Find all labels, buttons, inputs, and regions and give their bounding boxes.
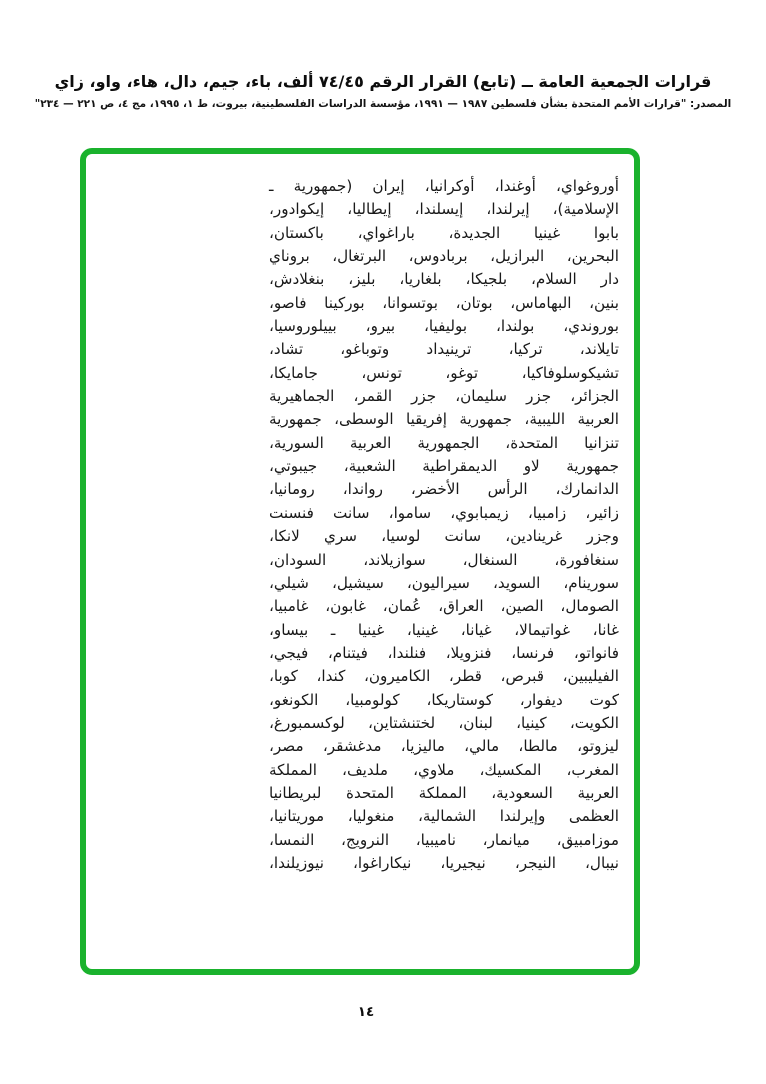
text-line: الصومال، الصين، العراق، عُمان، غابون، غامبيا، (269, 597, 619, 616)
text-line: تنزانيا المتحدة، الجمهورية العربية السورية، (269, 433, 619, 452)
text-line: ليزوتو، مالطا، مالي، ماليزيا، مدغشقر، مصر، (269, 737, 619, 756)
text-line: زائير، زامبيا، زيمبابوي، ساموا، سانت فنسنت (269, 503, 619, 522)
page-number: ١٤ (357, 1004, 375, 1020)
text-line: تايلاند، تركيا، ترينيداد وتوباغو، تشاد، (269, 340, 619, 359)
source-line: المصدر: "قرارات الأمم المتحدة بشأن فلسطين ١٩٨٧ — ١٩٩١، مؤسسة الدراسات الفلسطينية، بيروت، ط ١، ١٩٩٥، مج ٤، ص ٢٢١ — ٢٣٤" (34, 98, 732, 110)
text-line: المغرب، المكسيك، ملاوي، ملديف، المملكة (269, 760, 619, 779)
text-line: بنين، البهاماس، بوتان، بوتسوانا، بوركينا فاصو، (269, 293, 619, 312)
text-line: نيبال، النيجر، نيجيريا، نيكاراغوا، نيوزيلندا، (269, 853, 619, 872)
text-line: الدانمارك، الرأس الأخضر، رواندا، رومانيا، (269, 480, 619, 499)
text-line: سورينام، السويد، سيراليون، سيشيل، شيلي، (269, 573, 619, 592)
resolution-box (80, 148, 640, 975)
text-line: أوروغواي، أوغندا، أوكرانيا، إيران (جمهورية ـ (269, 177, 619, 195)
page-header (0, 72, 766, 110)
text-line: كوت ديفوار، كوستاريكا، كولومبيا، الكونغو، (269, 690, 619, 709)
text-line: الكويت، كينيا، لبنان، لختنشتاين، لوكسمبورغ، (269, 713, 619, 732)
text-line: دار السلام، بلجيكا، بلغاريا، بليز، بنغلادش، (269, 270, 619, 289)
page-title: قرارات الجمعية العامة ــ (تابع) القرار الرقم ٧٤/٤٥ ألف، باء، جيم، دال، هاء، واو، زاي (54, 72, 712, 91)
text-line: غانا، غواتيمالا، غيانا، غينيا، غينيا ـ بيساو، (269, 620, 619, 639)
text-line: وجزر غرينادين، سانت لوسيا، سري لانكا، (269, 527, 619, 546)
text-line: موزامبيق، ميانمار، ناميبيا، النرويج، النمسا، (269, 830, 619, 849)
text-line: البحرين، البرازيل، بربادوس، البرتغال، بروناي (269, 247, 619, 266)
country-list (269, 175, 619, 875)
text-line: بوروندي، بولندا، بوليفيا، بيرو، بييلوروسيا، (269, 317, 619, 336)
text-line: الجزائر، جزر سليمان، جزر القمر، الجماهيرية (269, 387, 619, 406)
text-line: بابوا غينيا الجديدة، باراغواي، باكستان، (269, 223, 619, 242)
text-line: الإسلامية)، إيرلندا، إيسلندا، إيطاليا، إيكوادور، (269, 200, 619, 219)
text-line: العربية الليبية، جمهورية إفريقيا الوسطى، جمهورية (269, 410, 619, 429)
text-line: الفيليبين، قبرص، قطر، الكاميرون، كندا، كوبا، (269, 667, 619, 686)
text-line: العربية السعودية، المملكة المتحدة لبريطانيا (269, 783, 619, 802)
text-line: العظمى وإيرلندا الشمالية، منغوليا، موريتانيا، (269, 807, 619, 826)
text-line: جمهورية لاو الديمقراطية الشعبية، جيبوتي، (269, 457, 619, 476)
text-line: فانواتو، فرنسا، فنزويلا، فنلندا، فيتنام، فيجي، (269, 643, 619, 662)
text-line: تشيكوسلوفاكيا، توغو، تونس، جامايكا، (269, 363, 619, 382)
text-line: سنغافورة، السنغال، سوازيلاند، السودان، (269, 550, 619, 569)
